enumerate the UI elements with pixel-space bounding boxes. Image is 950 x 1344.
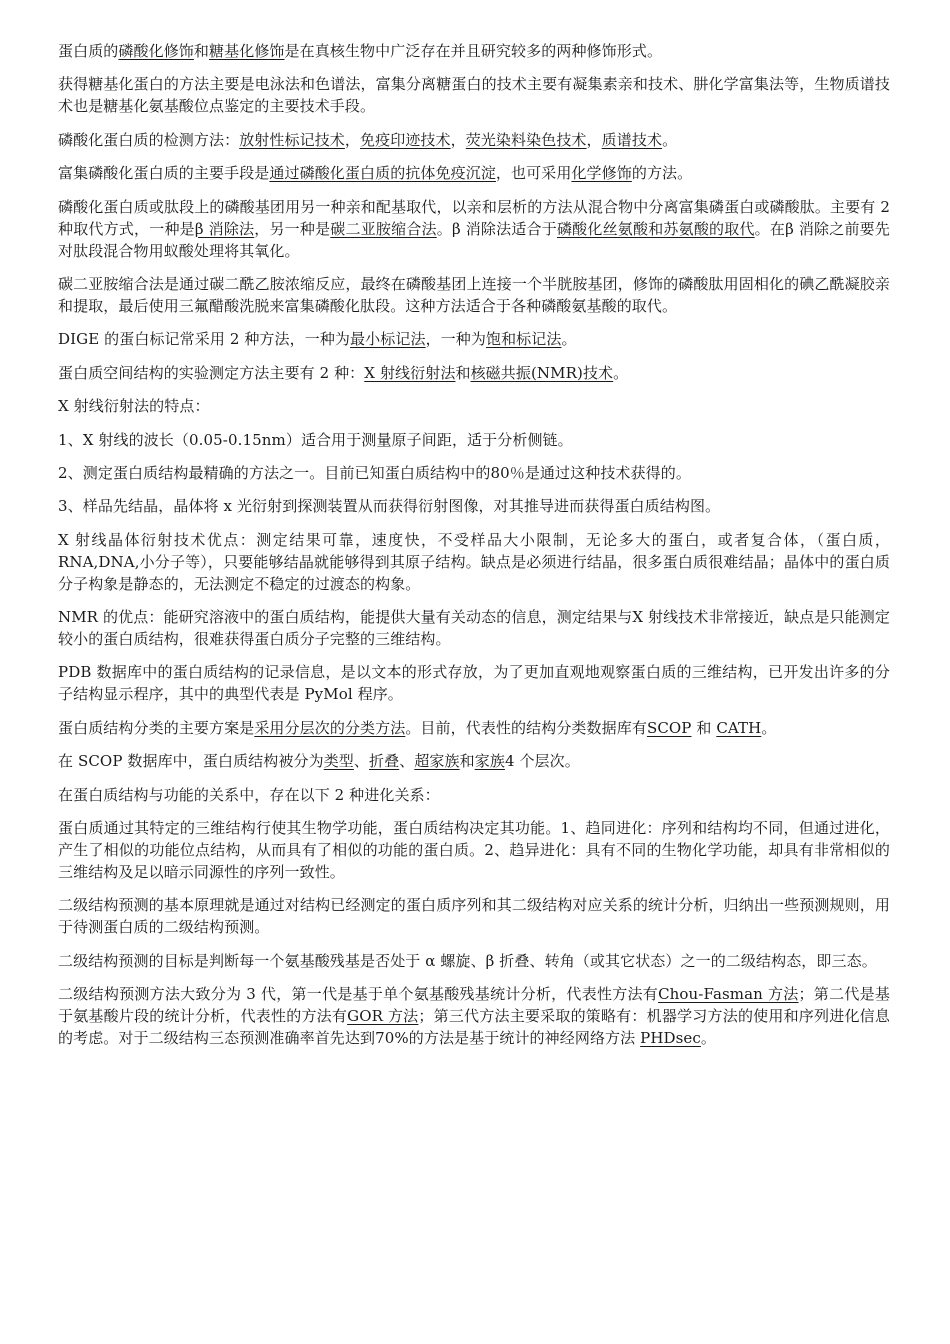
text-run: 是在真核生物中广泛存在并且研究较多的两种修饰形式。 [284,42,663,60]
paragraph [58,750,890,772]
underlined-term: 家族 [474,752,505,771]
text-run: 蛋白质空间结构的实验测定方法主要有 2 种： [58,363,365,382]
underlined-term: 饱和标记法 [485,330,562,349]
underlined-term: 类型 [323,752,354,771]
text-run: 。在β 消除之前要先对肽段混合物用蚁酸处理将其氧化。 [58,219,890,260]
text-run: DIGE 的蛋白标记常采用 2 种方法，一种为 [58,330,351,349]
paragraph [58,784,890,806]
text-run: 在蛋白质结构与功能的关系中，存在以下 2 种进化关系： [58,785,440,804]
text-run: 和 [691,718,717,737]
text-run: 磷酸化蛋白质的检测方法： [58,130,240,149]
underlined-term: 质谱技术 [601,130,663,149]
text-run: 4 个层次。 [504,752,580,771]
text-run: X 射线衍射法的特点： [58,397,210,416]
text-run: 获得糖基化蛋白的方法主要是电泳法和色谱法，富集分离糖蛋白的技术主要有凝集素亲和技术、肼化学富集法等，生物质谱技术也是糖基化氨基酸位点鉴定的主要技术手段。 [58,75,890,116]
paragraph [58,717,890,739]
text-run: 蛋白质的 [58,42,119,60]
document-page [58,40,890,1061]
underlined-term: 化学修饰 [571,164,632,183]
text-run: ，另一种是 [254,219,331,238]
text-run: 和 [459,752,475,771]
paragraph [58,395,890,417]
text-run: ， [344,130,361,149]
text-run: ， [450,130,466,149]
text-run: 。 [613,363,629,382]
underlined-term: X 射线衍射法 [364,363,456,382]
text-run: 磷酸化蛋白质或肽段上的磷酸基团用另一种亲和配基取代，以亲和层析的方法从混合物中分离富集磷蛋白或磷酸肽。主要有 2 种取代方式，一种是 [58,197,890,238]
paragraph [58,73,890,117]
paragraph [58,429,890,451]
text-run: 蛋白质通过其特定的三维结构行使其生物学功能，蛋白质结构决定其功能。1、趋同进化：序列和结构均不同，但通过进化，产生了相似的功能位点结构，从而具有了相似的功能的蛋白质。2、趋异进化：具有不同的生物化学功能，却具有非常相似的三维结构及足以暗示同源性的序列一致性。 [58,819,890,882]
text-run: 二级结构预测的目标是判断每一个氨基酸残基是否处于 α 螺旋、β 折叠、转角（或其它状态）之一的二级结构态，即三态。 [58,951,877,970]
paragraph [58,196,890,262]
underlined-term: 糖基化修饰 [209,42,285,60]
text-run: 和 [455,363,471,382]
text-run: ；第二代是基于氨基酸片段的统计分析，代表性的方法有 [58,985,890,1026]
underlined-term: β 消除法 [194,219,255,238]
paragraph [58,129,890,151]
text-run: 3、样品先结晶，晶体将 x 光衍射到探测装置从而获得衍射图像，对其推导进而获得蛋白质结构图。 [58,497,721,516]
text-run: 。β 消除法适合于 [436,219,557,238]
text-run: 二级结构预测的基本原理就是通过对结构已经测定的蛋白质序列和其二级结构对应关系的统计分析，归纳出一些预测规则，用于待测蛋白质的二级结构预测。 [58,896,890,937]
paragraph [58,894,890,938]
underlined-term: CATH [716,718,762,737]
underlined-term: 最小标记法 [350,330,426,349]
text-run: 在 SCOP 数据库中，蛋白质结构被分为 [58,752,324,771]
underlined-term: 采用分层次的分类方法 [254,718,406,737]
text-run: 碳二亚胺缩合法是通过碳二酰乙胺浓缩反应，最终在磷酸基团上连接一个半胱胺基团，修饰的磷酸肽用固相化的碘乙酰凝胶亲和提取，最后使用三氟醋酸洗脱来富集磷酸化肽段。这种方法适合于各种磷酸氨基酸的取代。 [58,274,890,315]
underlined-term: 磷酸化丝氨酸和苏氨酸的取代 [556,219,755,238]
text-run: 的方法。 [631,164,693,183]
text-run: 1、X 射线的波长（0.05-0.15nm）适合用于测量原子间距，适于分析侧链。 [58,430,573,449]
text-run: 。 [700,1029,717,1048]
paragraph [58,495,890,517]
text-run: PDB 数据库中的蛋白质结构的记录信息，是以文本的形式存放，为了更加直观地观察蛋白质的三维结构，已开发出许多的分子结构显示程序，其中的典型代表是 PyMol 程序。 [58,663,890,704]
text-run: 二级结构预测方法大致分为 3 代，第一代是基于单个氨基酸残基统计分析，代表性方法有 [58,985,659,1004]
paragraph [58,362,890,384]
text-run: ，也可采用 [495,164,572,183]
underlined-term: PHDsec [640,1029,701,1048]
underlined-term: Chou-Fasman 方法 [658,985,799,1004]
text-run: 和 [193,42,210,60]
underlined-term: SCOP [646,718,692,737]
paragraph [58,661,890,705]
paragraph [58,606,890,650]
text-run: 。 [761,718,777,737]
underlined-term: GOR 方法 [347,1007,419,1026]
paragraph [58,529,890,595]
underlined-term: 荧光染料染色技术 [465,130,587,149]
underlined-term: 通过磷酸化蛋白质的抗体免疫沉淀 [269,164,496,183]
text-run: 、 [353,752,369,771]
underlined-term: 放射性标记技术 [239,130,345,149]
text-run: 2、测定蛋白质结构最精确的方法之一。目前已知蛋白质结构中的80％是通过这种技术获得的。 [58,463,691,482]
text-run: 。 [662,130,678,149]
paragraph [58,162,890,184]
underlined-term: 核磁共振(NMR)技术 [470,363,614,382]
text-run: ；第三代方法主要采取的策略有：机器学习方法的使用和序列进化信息的考虑。对于二级结构三态预测准确率首先达到70%的方法是基于统计的神经网络方法 [58,1007,890,1048]
text-run: 。 [561,330,577,349]
text-run: 蛋白质结构分类的主要方案是 [58,718,255,737]
underlined-term: 折叠 [369,752,400,771]
paragraph [58,983,890,1049]
text-run: 、 [399,752,415,771]
paragraph [58,817,890,883]
paragraph [58,462,890,484]
underlined-term: 超家族 [414,752,460,771]
underlined-term: 磷酸化修饰 [118,42,194,60]
text-run: NMR 的优点：能研究溶液中的蛋白质结构，能提供大量有关动态的信息，测定结果与X 射线技术非常接近，缺点是只能测定较小的蛋白质结构，很难获得蛋白质分子完整的三维结构。 [58,608,890,649]
underlined-term: 碳二亚胺缩合法 [330,219,437,238]
paragraph [58,40,890,62]
text-run: ，一种为 [425,330,486,349]
paragraph [58,950,890,972]
text-run: 富集磷酸化蛋白质的主要手段是 [58,164,270,183]
underlined-term: 免疫印迹技术 [360,130,451,149]
paragraph [58,273,890,317]
text-run: ， [586,130,602,149]
paragraph [58,328,890,350]
text-run: 。目前，代表性的结构分类数据库有 [405,718,647,737]
text-run: X 射线晶体衍射技术优点：测定结果可靠，速度快，不受样品大小限制，无论多大的蛋白，或者复合体，（蛋白质，RNA,DNA,小分子等），只要能够结晶就能够得到其原子结构。缺点是必须进行结晶，很多蛋白质很难结晶；晶体中的蛋白质分子构象是静态的，无法测定不稳定的过渡态的构象。 [58,530,890,593]
